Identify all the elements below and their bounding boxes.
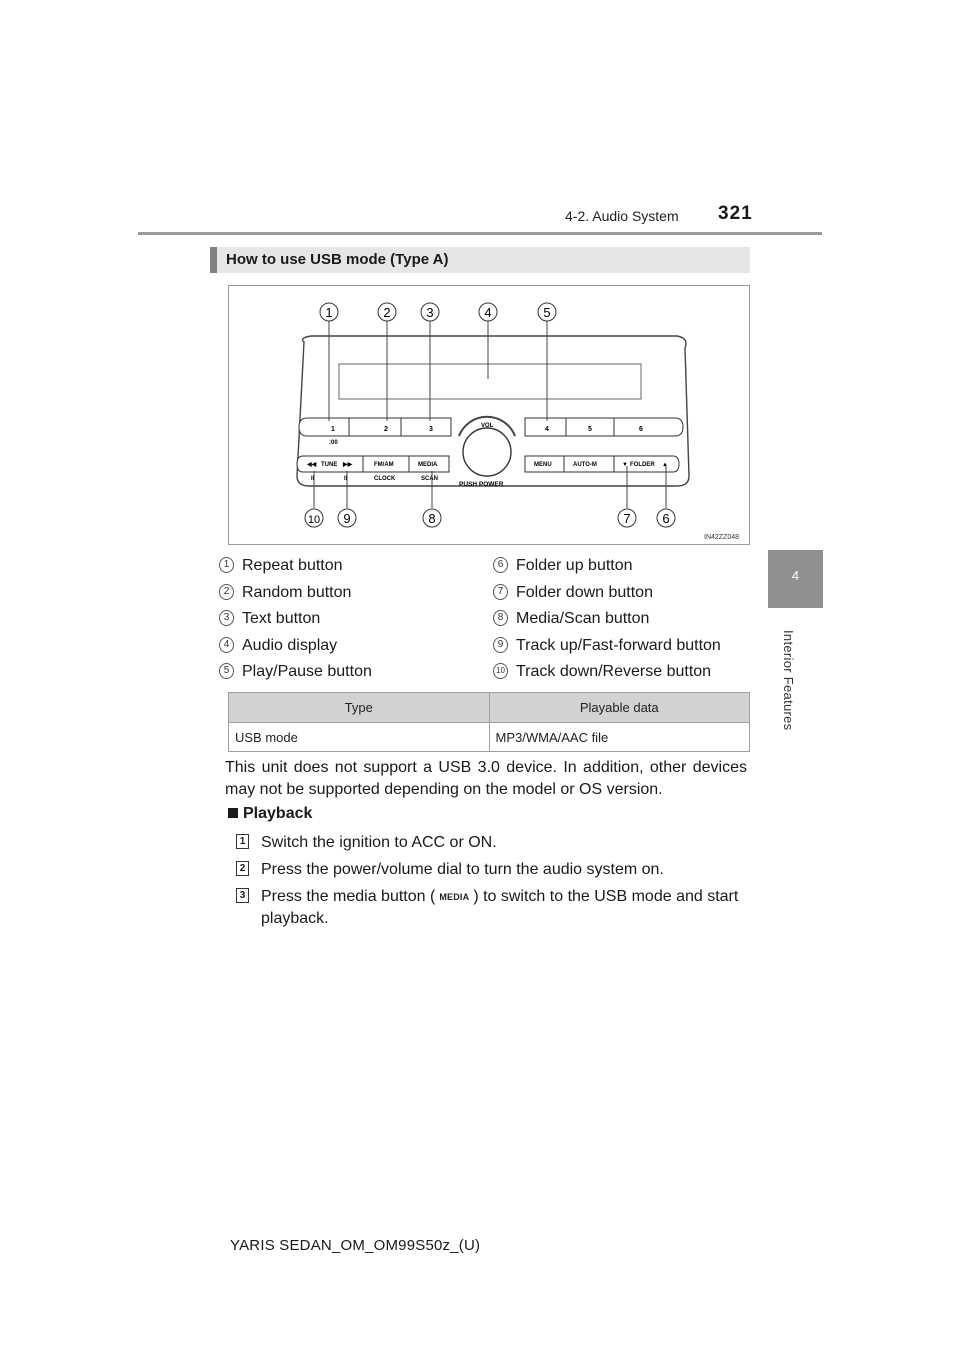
legend-number: 5 [219,663,234,679]
preset-6-label: 6 [639,426,643,433]
callout-8: 8 [428,511,436,526]
playable-data-table [228,692,750,752]
table-cell-type: USB mode [229,723,490,752]
fmam-label: FM/AM [374,462,394,468]
legend-number: 10 [493,663,508,679]
section-heading [210,247,750,273]
callout-6: 6 [662,511,670,526]
callout-4: 4 [484,305,492,320]
folder-label: FOLDER [630,462,655,468]
playback-heading-text: Playback [243,805,313,822]
legend-text: Media/Scan button [516,610,650,627]
legend-number: 7 [493,584,508,600]
legend-number: 6 [493,557,508,573]
figure-code: IN42ZZ048 [704,534,740,541]
vol-label: VOL [481,423,494,429]
chapter-title: Interior Features [781,630,796,731]
tune-label: TUNE [321,462,338,468]
preset-5-label: 5 [588,426,592,433]
section-heading-text: How to use USB mode (Type A) [226,251,449,268]
callout-2: 2 [383,305,391,320]
step-text: Switch the ignition to ACC or ON. [261,834,497,851]
table-header-row [229,693,750,723]
vol-knob-shape [463,428,511,476]
step-text [261,886,756,930]
preset-3-label: 3 [429,426,433,433]
legend-number: 9 [493,637,508,653]
legend-text: Track down/Reverse button [516,663,712,680]
callout-9: 9 [343,511,351,526]
callout-10: 10 [307,514,321,526]
audio-panel-illustration [229,286,749,544]
svg-text:▼: ▼ [622,462,628,468]
playback-step [236,832,756,854]
svg-text:▲: ▲ [662,462,668,468]
svg-text:II: II [344,476,348,482]
callout-1: 1 [325,305,333,320]
svg-text:▶▶: ▶▶ [343,462,353,468]
chapter-tab [768,550,823,608]
legend-number: 2 [219,584,234,600]
media-label: MEDIA [418,462,438,468]
menu-label: MENU [534,462,552,468]
playback-step [236,859,756,881]
callout-5: 5 [543,305,551,320]
table-header-playable-data: Playable data [489,693,750,723]
legend-number: 1 [219,557,234,573]
push-power-label: PUSH POWER [459,481,504,488]
legend-text: Audio display [242,637,338,654]
header-section-title: 4-2. Audio System [565,208,679,224]
table-cell-playable-data: MP3/WMA/AAC file [489,723,750,752]
legend-number: 8 [493,610,508,626]
step-number: 1 [236,834,249,849]
callout-3: 3 [426,305,434,320]
legend-number: 4 [219,637,234,653]
table-row [229,723,750,752]
legend-number: 3 [219,610,234,626]
playback-step [236,886,756,930]
legend-text: Folder down button [516,584,653,601]
preset-2-label: 2 [384,426,388,433]
table-header-type: Type [229,693,490,723]
square-bullet-icon [228,808,238,818]
legend-text: Track up/Fast-forward button [516,637,721,654]
media-button-icon: MEDIA [439,892,470,902]
sub-label-00: :00 [329,440,338,446]
audio-display-shape [339,364,641,399]
autom-label: AUTO-M [573,462,597,468]
callout-7: 7 [623,511,631,526]
step-number: 3 [236,888,249,903]
step-text-after: ) to switch to the USB mode and start playback. [261,888,739,927]
scan-label: SCAN [421,476,439,482]
legend-text: Text button [242,610,321,627]
step-number: 2 [236,861,249,876]
preset-4-label: 4 [545,426,549,433]
step-text: Press the power/volume dial to turn the audio system on. [261,861,664,878]
clock-label: CLOCK [374,476,396,482]
legend-text: Repeat button [242,557,343,574]
playback-heading [228,805,312,823]
legend-text: Folder up button [516,557,633,574]
step-text-before: Press the media button ( [261,888,436,905]
usb-support-note: This unit does not support a USB 3.0 device. In addition, other devices may not be supported depending on the model or OS version. [225,759,747,798]
header-rule [138,232,822,235]
svg-text:◀◀: ◀◀ [307,462,317,468]
svg-text:II: II [311,476,315,482]
chapter-number: 4 [791,568,800,583]
preset-1-label: 1 [331,426,335,433]
legend-text: Random button [242,584,352,601]
page-number: 321 [718,203,753,224]
footer-doc-code: YARIS SEDAN_OM_OM99S50z_(U) [230,1237,481,1254]
legend-text: Play/Pause button [242,663,372,680]
audio-panel-figure [228,285,750,545]
